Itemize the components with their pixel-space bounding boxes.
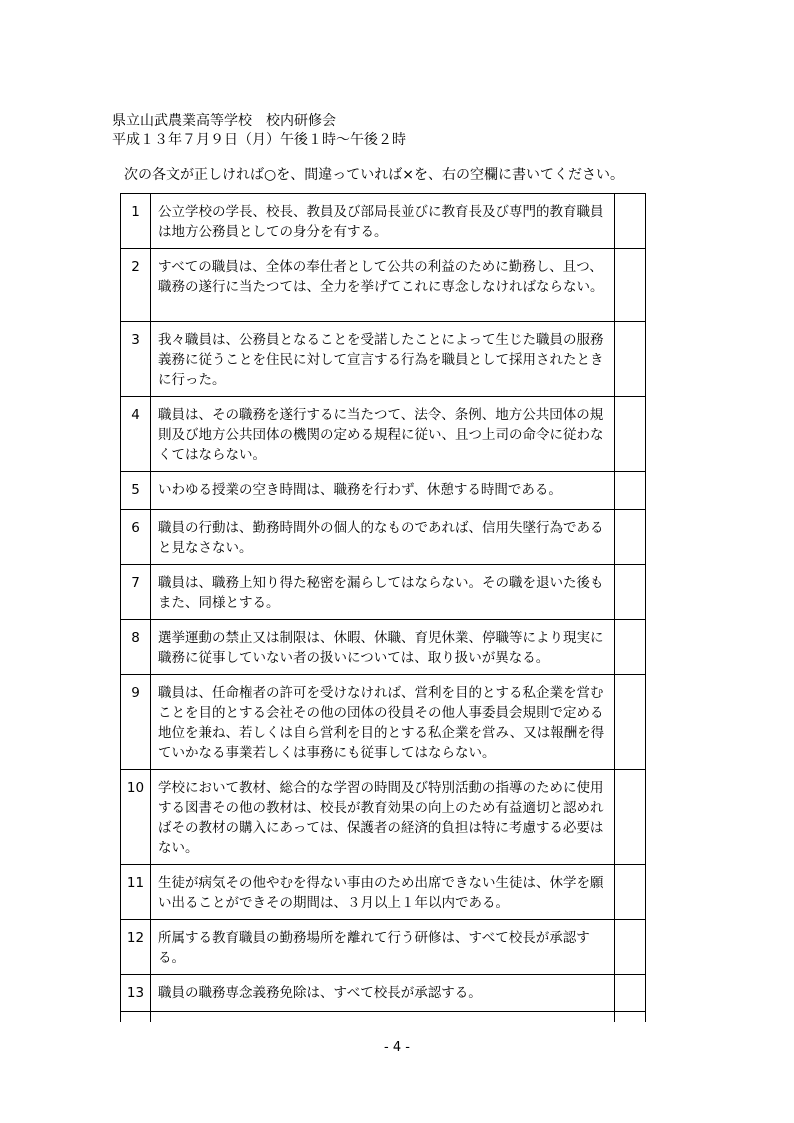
answer-cell[interactable] (615, 865, 646, 920)
answer-cell[interactable] (615, 249, 646, 322)
answer-cell[interactable] (615, 620, 646, 675)
question-text: 我々職員は、公務員となることを受諾したことによって生じた職員の服務義務に従うことを住民に対して宣言する行為を職員として採用されたときに行った。 (151, 322, 615, 397)
empty-cell (615, 1012, 646, 1022)
question-text: 所属する教育職員の勤務場所を離れて行う研修は、すべて校長が承認する。 (151, 920, 615, 975)
question-row (121, 770, 646, 865)
question-number: 9 (121, 675, 151, 770)
question-text: すべての職員は、全体の奉仕者として公共の利益のために勤務し、且つ、職務の遂行に当たつては、全力を挙げてこれに専念しなければならない。 (151, 249, 615, 322)
answer-cell[interactable] (615, 770, 646, 865)
empty-cell (121, 1012, 151, 1022)
school-event-heading: 県立山武農業高等学校 校内研修会 (112, 113, 336, 129)
answer-cell[interactable] (615, 510, 646, 565)
answer-cell[interactable] (615, 194, 646, 249)
question-number: 13 (121, 975, 151, 1012)
question-number: 1 (121, 194, 151, 249)
question-row (121, 472, 646, 510)
answer-cell[interactable] (615, 397, 646, 472)
answer-cell[interactable] (615, 920, 646, 975)
question-text: 生徒が病気その他やむを得ない事由のため出席できない生徒は、休学を願い出ることができその期間は、３月以上１年以内である。 (151, 865, 615, 920)
question-text: 公立学校の学長、校長、教員及び部局長並びに教育長及び専門的教育職員は地方公務員としての身分を有する。 (151, 194, 615, 249)
question-row (121, 620, 646, 675)
question-number: 10 (121, 770, 151, 865)
answer-cell[interactable] (615, 675, 646, 770)
question-row (121, 510, 646, 565)
question-text: 選挙運動の禁止又は制限は、休暇、休職、育児休業、停職等により現実に職務に従事していない者の扱いについては、取り扱いが異なる。 (151, 620, 615, 675)
question-text: 学校において教材、総合的な学習の時間及び特別活動の指導のために使用する図書その他の教材は、校長が教育効果の向上のため有益適切と認めればその教材の購入にあっては、保護者の経済的負担は特に考慮する必要はない。 (151, 770, 615, 865)
question-row (121, 675, 646, 770)
question-row (121, 920, 646, 975)
quiz-table (120, 193, 646, 1022)
question-row (121, 975, 646, 1012)
question-row (121, 249, 646, 322)
question-number: 3 (121, 322, 151, 397)
question-row (121, 865, 646, 920)
event-datetime: 平成１３年７月９日（月）午後１時〜午後２時 (112, 132, 406, 148)
question-text: 職員は、職務上知り得た秘密を漏らしてはならない。その職を退いた後もまた、同様とする。 (151, 565, 615, 620)
question-number: 7 (121, 565, 151, 620)
question-row (121, 194, 646, 249)
answer-cell[interactable] (615, 975, 646, 1012)
question-text: いわゆる授業の空き時間は、職務を行わず、休憩する時間である。 (151, 472, 615, 510)
question-number: 6 (121, 510, 151, 565)
question-number: 5 (121, 472, 151, 510)
question-row (121, 322, 646, 397)
question-text: 職員は、その職務を遂行するに当たつて、法令、条例、地方公共団体の規則及び地方公共団体の機関の定める規程に従い、且つ上司の命令に従わなくてはならない。 (151, 397, 615, 472)
question-row (121, 397, 646, 472)
answer-cell[interactable] (615, 472, 646, 510)
question-number: 11 (121, 865, 151, 920)
question-text: 職員は、任命権者の許可を受けなければ、営利を目的とする私企業を営むことを目的とする会社その他の団体の役員その他人事委員会規則で定める地位を兼ね、若しくは自ら営利を目的とする私企業を営み、又は報酬を得ていかなる事業若しくは事務にも従事してはならない。 (151, 675, 615, 770)
empty-cell (151, 1012, 615, 1022)
page-number: - 4 - (384, 1040, 410, 1055)
question-row (121, 565, 646, 620)
table-row-continuation (121, 1012, 646, 1022)
answer-cell[interactable] (615, 322, 646, 397)
question-text: 職員の職務専念義務免除は、すべて校長が承認する。 (151, 975, 615, 1012)
question-number: 8 (121, 620, 151, 675)
question-number: 4 (121, 397, 151, 472)
question-text: 職員の行動は、勤務時間外の個人的なものであれば、信用失墜行為であると見なさない。 (151, 510, 615, 565)
question-number: 2 (121, 249, 151, 322)
answer-cell[interactable] (615, 565, 646, 620)
instruction-text: 次の各文が正しければ○を、間違っていれば×を、右の空欄に書いてください。 (124, 167, 624, 183)
question-number: 12 (121, 920, 151, 975)
